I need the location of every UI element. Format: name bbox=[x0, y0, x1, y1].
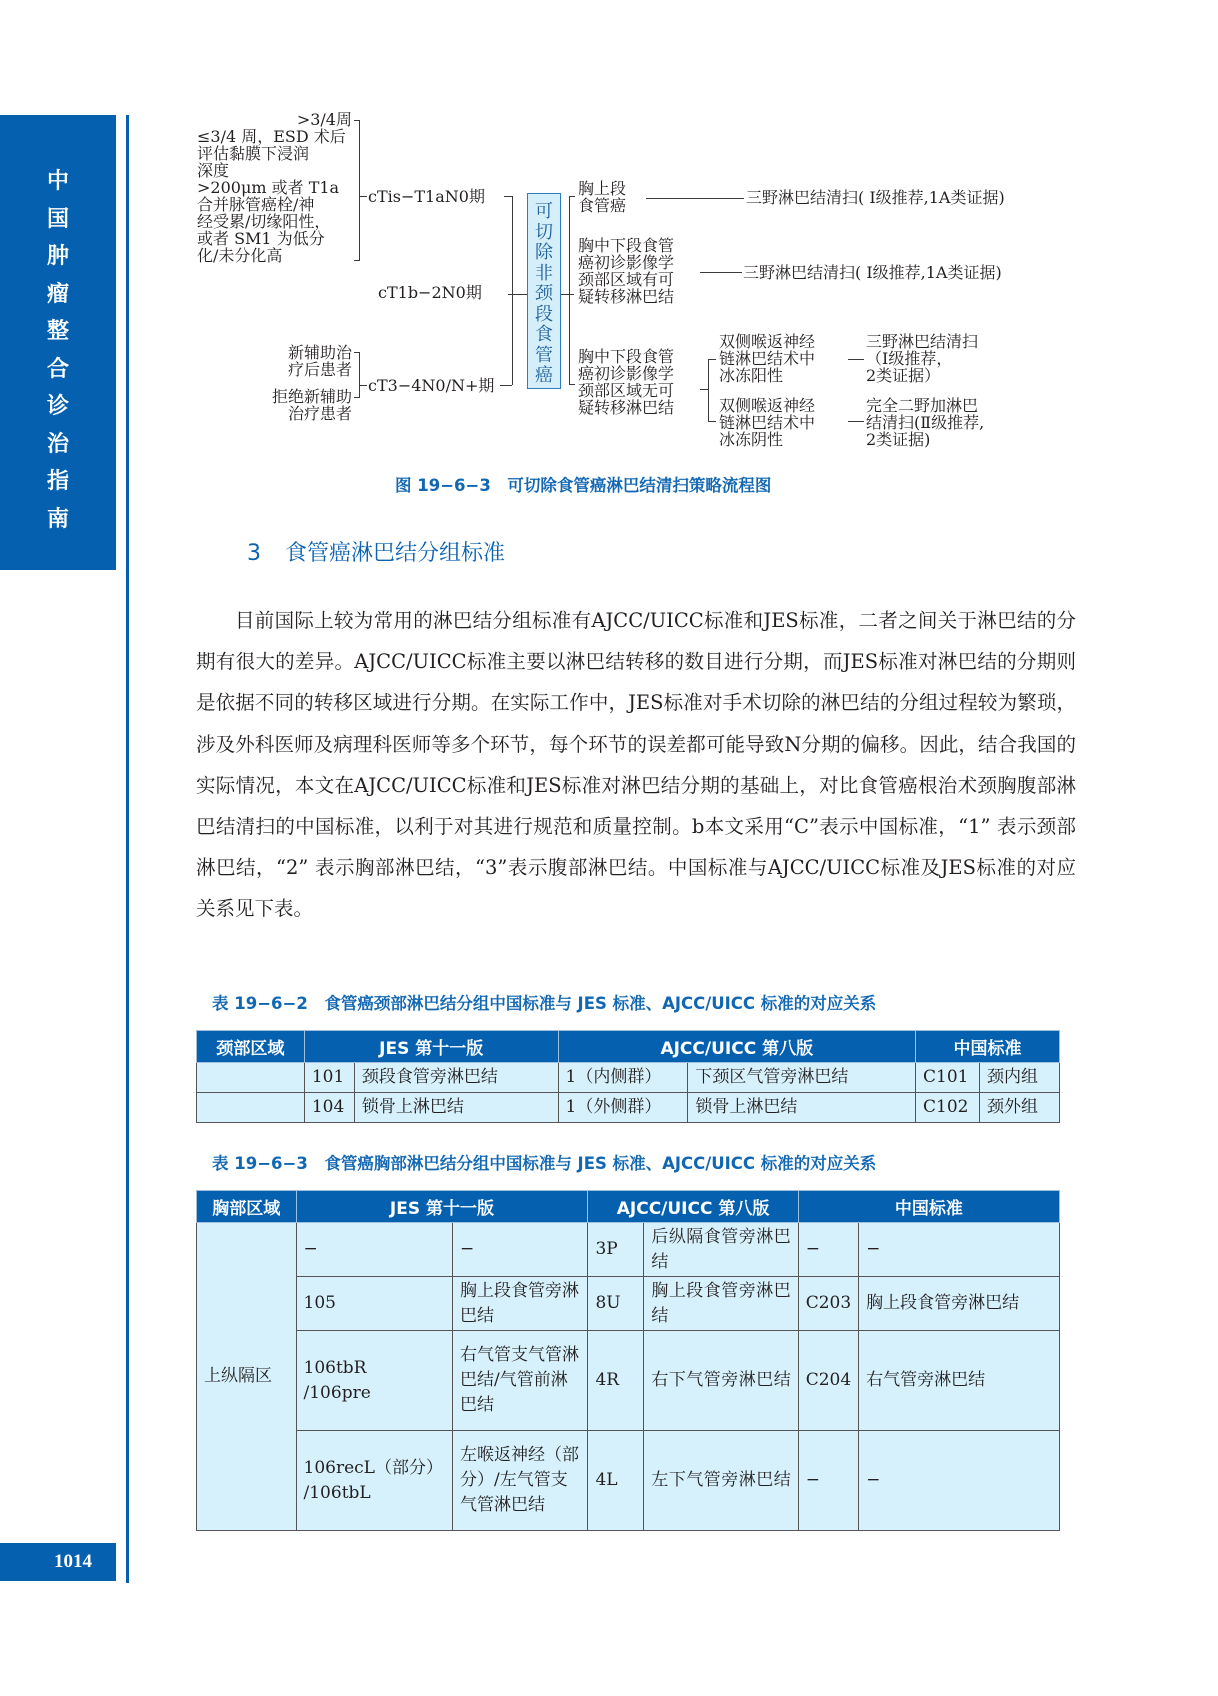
cn-code-cell: C101 bbox=[916, 1063, 980, 1093]
criterion-line: >200μm 或者 T1a bbox=[197, 178, 340, 197]
branch-line: 胸中下段食管 bbox=[578, 236, 675, 255]
criterion-line: 疗后患者 bbox=[287, 360, 352, 379]
outcome-line: 完全二野加淋巴 bbox=[866, 396, 979, 415]
ajcc-code-cell: 3P bbox=[588, 1223, 644, 1277]
outcome-complete-two-field bbox=[866, 397, 984, 448]
branch-line: 冰冻阴性 bbox=[719, 430, 784, 449]
branch-line: 胸中下段食管 bbox=[578, 347, 675, 366]
ajcc-name-cell: 后纵隔食管旁淋巴结 bbox=[644, 1223, 798, 1277]
connector bbox=[569, 196, 575, 197]
box-char: 颈 bbox=[535, 283, 553, 304]
cn-name-cell: 右气管旁淋巴结 bbox=[859, 1331, 1060, 1431]
section-heading bbox=[247, 536, 505, 567]
table1-header-china: 中国标准 bbox=[916, 1031, 1060, 1063]
region-cell bbox=[197, 1063, 305, 1093]
table1-header-jes: JES 第十一版 bbox=[304, 1031, 558, 1063]
connector bbox=[848, 421, 864, 422]
cn-name-cell: 颈外组 bbox=[980, 1093, 1060, 1123]
table-row bbox=[197, 1431, 1060, 1531]
branch-line: 癌初诊影像学 bbox=[578, 364, 675, 383]
book-title-tab bbox=[0, 115, 116, 570]
criterion-line: 化/未分化高 bbox=[197, 246, 283, 265]
figure-caption: 图 19−6−3 可切除食管癌淋巴结清扫策略流程图 bbox=[395, 476, 772, 495]
criterion-neoadjuvant bbox=[248, 344, 352, 378]
section-number: 3 bbox=[247, 541, 261, 566]
ajcc-code-cell: 4L bbox=[588, 1431, 644, 1531]
ajcc-name-cell: 锁骨上淋巴结 bbox=[688, 1093, 916, 1123]
outcome-line: （Ⅰ级推荐， bbox=[866, 349, 953, 368]
cn-name-cell: − bbox=[859, 1223, 1060, 1277]
cn-code-cell: − bbox=[798, 1431, 858, 1531]
jes-name-cell: 锁骨上淋巴结 bbox=[354, 1093, 558, 1123]
table-row bbox=[197, 1063, 1060, 1093]
book-title-char: 瘤 bbox=[46, 281, 69, 307]
book-title-char: 整 bbox=[46, 319, 69, 344]
box-char: 除 bbox=[535, 242, 553, 263]
branch-line: 双侧喉返神经 bbox=[719, 396, 816, 415]
jes-code-cell: 106recL（部分） /106tbL bbox=[296, 1431, 453, 1531]
branch-line: 食管癌 bbox=[578, 196, 627, 215]
region-cell bbox=[197, 1093, 305, 1123]
jes-name-cell: 胸上段食管旁淋巴结 bbox=[453, 1277, 588, 1331]
cn-code-cell: C102 bbox=[916, 1093, 980, 1123]
connector bbox=[359, 120, 360, 260]
branch-line: 胸上段 bbox=[578, 179, 627, 198]
jes-code-cell: 104 bbox=[304, 1093, 354, 1123]
resectable-esophageal-cancer-box bbox=[527, 193, 561, 389]
table-row bbox=[197, 1331, 1060, 1431]
jes-code-cell: 105 bbox=[296, 1277, 453, 1331]
criterion-gt34: >3/4周 bbox=[296, 110, 352, 129]
table2-caption: 表 19−6−3 食管癌胸部淋巴结分组中国标准与 JES 标准、AJCC/UICC 标准的对应关系 bbox=[212, 1154, 877, 1173]
book-title-char: 中 bbox=[46, 169, 69, 194]
cn-code-cell: C203 bbox=[798, 1277, 858, 1331]
book-title-char: 国 bbox=[46, 206, 69, 232]
branch-line: 颈部区域无可 bbox=[578, 381, 675, 400]
box-char: 段 bbox=[535, 303, 553, 325]
margin-rule bbox=[126, 115, 129, 1583]
connector bbox=[359, 352, 360, 397]
connector bbox=[708, 359, 716, 360]
book-title-char: 肿 bbox=[46, 244, 69, 269]
table2-header-region: 胸部区域 bbox=[197, 1191, 297, 1223]
book-title-char: 诊 bbox=[46, 394, 69, 419]
box-char: 非 bbox=[535, 262, 553, 284]
branch-midlow-cervical-positive bbox=[578, 237, 674, 305]
branch-upper-thoracic bbox=[578, 180, 626, 214]
criterion-line: 经受累/切缘阳性， bbox=[197, 212, 331, 231]
connector bbox=[508, 294, 527, 295]
table2-header-jes: JES 第十一版 bbox=[296, 1191, 588, 1223]
book-title-char: 南 bbox=[46, 506, 69, 532]
branch-line: 链淋巴结术中 bbox=[719, 349, 816, 368]
cn-name-cell: − bbox=[859, 1431, 1060, 1531]
stage-ct3-4: cT3−4N0/N+期 bbox=[368, 376, 495, 395]
outcome-three-field-3 bbox=[866, 333, 978, 384]
branch-line: 链淋巴结术中 bbox=[719, 413, 816, 432]
branch-line: 冰冻阳性 bbox=[719, 366, 784, 385]
criterion-line: 合并脉管癌栓/神 bbox=[197, 195, 315, 214]
connector bbox=[504, 196, 512, 197]
body-paragraph: 目前国际上较为常用的淋巴结分组标准有AJCC/UICC标准和JES标准，二者之间关于淋巴结的分期有很大的差异。AJCC/UICC标准主要以淋巴结转移的数目进行分期，而JES标准对淋巴结的分期则是依据不同的转移区域进行分期。在实际工作中，JES标准对手术切除的淋巴结的分组过程较为繁琐，涉及外科医师及病理科医师等多个环节，每个环节的误差都可能导致N分期的偏移。因此，结合我国的实际情况，本文在AJCC/UICC标准和JES标准对淋巴结分期的基础上，对比食管癌根治术颈胸腹部淋巴结清扫的中国标准，以利于对其进行规范和质量控制。b本文采用“C”表示中国标准，“1” 表示颈部淋巴结，“2” 表示胸部淋巴结，“3”表示腹部淋巴结。中国标准与AJCC/UICC标准及JES标准的对应关系见下表。 bbox=[196, 609, 1076, 921]
criterion-line: ≤3/4 周，ESD 术后 bbox=[197, 127, 346, 146]
branch-line: 疑转移淋巴结 bbox=[578, 398, 675, 417]
thoracic-lymph-node-table bbox=[196, 1190, 1060, 1531]
ajcc-code-cell: 1（外侧群） bbox=[558, 1093, 688, 1123]
table1-caption: 表 19−6−2 食管癌颈部淋巴结分组中国标准与 JES 标准、AJCC/UICC 标准的对应关系 bbox=[212, 994, 877, 1013]
connector bbox=[569, 196, 570, 384]
criterion-line: 新辅助治 bbox=[287, 343, 352, 362]
connector bbox=[354, 397, 360, 398]
table1-header-ajcc: AJCC/UICC 第八版 bbox=[558, 1031, 916, 1063]
jes-code-cell: − bbox=[296, 1223, 453, 1277]
ajcc-code-cell: 1（内侧群） bbox=[558, 1063, 688, 1093]
jes-code-cell: 106tbR /106pre bbox=[296, 1331, 453, 1431]
outcome-line: 2类证据） bbox=[866, 366, 941, 385]
section-title: 食管癌淋巴结分组标准 bbox=[285, 541, 506, 566]
branch-line: 疑转移淋巴结 bbox=[578, 287, 675, 306]
box-char: 癌 bbox=[535, 365, 553, 386]
connector bbox=[500, 385, 512, 386]
table-row bbox=[197, 1223, 1060, 1277]
cn-code-cell: C204 bbox=[798, 1331, 858, 1431]
criterion-line: 或者 SM1 为低分 bbox=[197, 229, 325, 248]
book-title-char: 指 bbox=[46, 469, 69, 494]
ajcc-name-cell: 下颈区气管旁淋巴结 bbox=[688, 1063, 916, 1093]
connector bbox=[354, 260, 360, 261]
criterion-line: 拒绝新辅助 bbox=[271, 387, 352, 406]
region-cell: 上纵隔区 bbox=[197, 1223, 297, 1531]
connector bbox=[646, 198, 744, 199]
criterion-line: 评估黏膜下浸润 bbox=[197, 144, 310, 163]
criterion-le34 bbox=[197, 128, 355, 264]
jes-name-cell: 颈段食管旁淋巴结 bbox=[354, 1063, 558, 1093]
box-char: 可 bbox=[535, 201, 553, 222]
ajcc-name-cell: 左下气管旁淋巴结 bbox=[644, 1431, 798, 1531]
jes-name-cell: 右气管支气管淋巴结/气管前淋巴结 bbox=[453, 1331, 588, 1431]
outcome-three-field-2: 三野淋巴结清扫( Ⅰ级推荐,1A类证据) bbox=[743, 263, 1002, 282]
criterion-line: 深度 bbox=[197, 161, 230, 180]
connector bbox=[561, 294, 574, 295]
stage-ct1b-2: cT1b−2N0期 bbox=[378, 283, 482, 302]
ajcc-name-cell: 右下气管旁淋巴结 bbox=[644, 1331, 798, 1431]
box-char: 切 bbox=[535, 221, 553, 243]
jes-code-cell: 101 bbox=[304, 1063, 354, 1093]
stage-ctis-t1a: cTis−T1aN0期 bbox=[368, 187, 485, 206]
book-title-char: 合 bbox=[46, 356, 69, 382]
connector bbox=[569, 384, 575, 385]
jes-name-cell: 左喉返神经（部分）/左气管支气管淋巴结 bbox=[453, 1431, 588, 1531]
branch-midlow-cervical-negative bbox=[578, 348, 674, 416]
table-row bbox=[197, 1277, 1060, 1331]
jes-name-cell: − bbox=[453, 1223, 588, 1277]
book-title-char: 治 bbox=[46, 431, 69, 457]
ajcc-code-cell: 8U bbox=[588, 1277, 644, 1331]
branch-line: 癌初诊影像学 bbox=[578, 253, 675, 272]
ajcc-code-cell: 4R bbox=[588, 1331, 644, 1431]
table2-header-ajcc: AJCC/UICC 第八版 bbox=[588, 1191, 798, 1223]
connector bbox=[708, 359, 709, 421]
table1-header-region: 颈部区域 bbox=[197, 1031, 305, 1063]
cn-name-cell: 胸上段食管旁淋巴结 bbox=[859, 1277, 1060, 1331]
criterion-line: 治疗患者 bbox=[287, 404, 352, 423]
branch-rln-positive bbox=[719, 333, 815, 384]
table1-header-row bbox=[197, 1031, 1060, 1063]
branch-rln-negative bbox=[719, 397, 815, 448]
outcome-line: 结清扫(Ⅱ级推荐, bbox=[866, 413, 985, 432]
connector bbox=[700, 389, 708, 390]
outcome-line: 2类证据) bbox=[866, 430, 931, 449]
branch-line: 颈部区域有可 bbox=[578, 270, 675, 289]
criterion-refuse-neoadjuvant bbox=[248, 388, 352, 422]
connector bbox=[848, 359, 864, 360]
table2-header-row bbox=[197, 1191, 1060, 1223]
table-row bbox=[197, 1093, 1060, 1123]
outcome-line: 三野淋巴结清扫 bbox=[866, 332, 979, 351]
connector bbox=[708, 421, 716, 422]
ajcc-name-cell: 胸上段食管旁淋巴结 bbox=[644, 1277, 798, 1331]
cn-code-cell: − bbox=[798, 1223, 858, 1277]
branch-line: 双侧喉返神经 bbox=[719, 332, 816, 351]
cn-name-cell: 颈内组 bbox=[980, 1063, 1060, 1093]
box-char: 管 bbox=[535, 344, 553, 366]
page-number: 1014 bbox=[0, 1543, 116, 1581]
box-char: 食 bbox=[535, 324, 553, 345]
book-title-vertical bbox=[0, 163, 116, 538]
cervical-lymph-node-table bbox=[196, 1030, 1060, 1123]
connector bbox=[359, 196, 367, 197]
connector bbox=[359, 385, 367, 386]
connector bbox=[700, 272, 742, 273]
connector bbox=[512, 196, 513, 385]
outcome-three-field-1: 三野淋巴结清扫( Ⅰ级推荐,1A类证据) bbox=[746, 188, 1005, 207]
table2-header-china: 中国标准 bbox=[798, 1191, 1059, 1223]
